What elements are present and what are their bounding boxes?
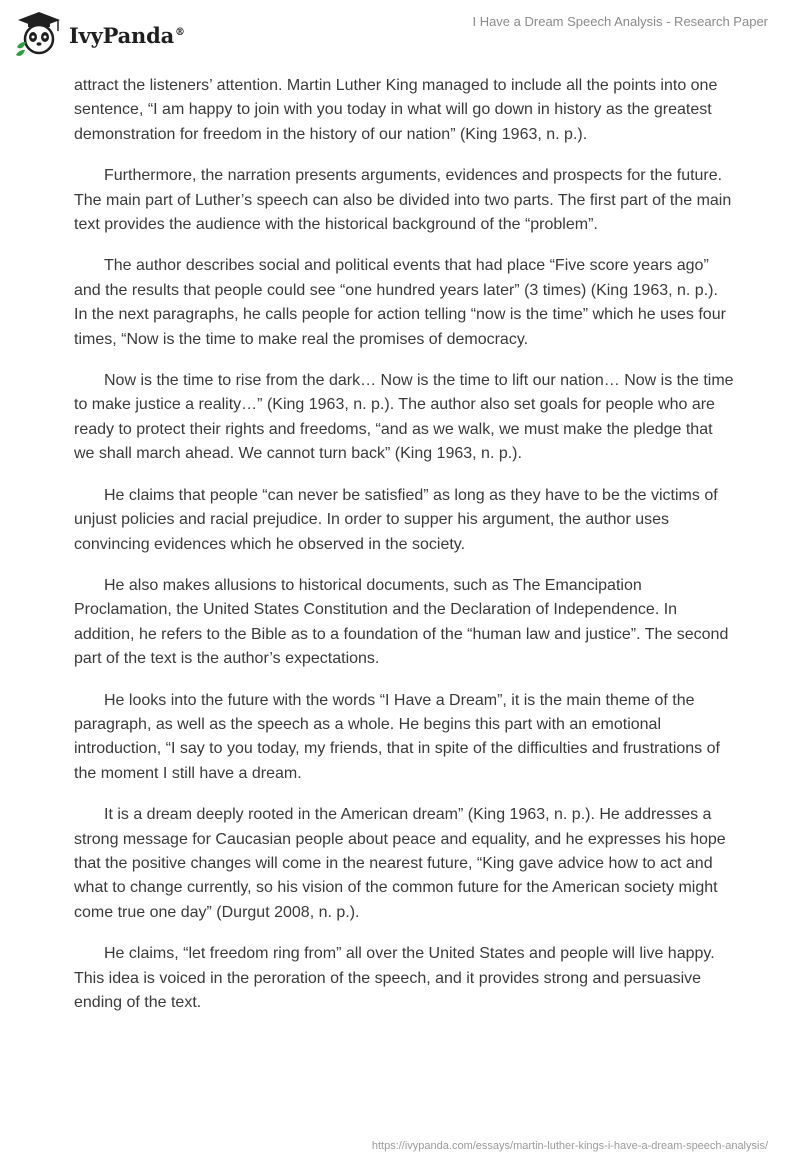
panda-graduate-icon [14,9,64,59]
paragraph: attract the listeners’ attention. Martin Luther King managed to include all the points into one sentence, “I am happy to join with you today in what will go down in history as the greatest demonstration for freedom in the history of our nation” (King 1963, n. p.). [74,77,718,143]
essay-body [74,74,734,1032]
paragraph: He claims that people “can never be satisfied” as long as they have to be the victims of unjust policies and racial prejudice. In order to supper his argument, the author uses convincing evidences which he observed in the society. [74,486,718,553]
paragraph: The author describes social and political events that had place “Five score years ago” and the results that people could see “one hundred years later” (3 times) (King 1963, n. p.). In the next paragraphs, he calls people for action telling “now is the time” which he uses four times, “Now is the time to make real the promises of democracy. [74,257,726,348]
paragraph: Furthermore, the narration presents arguments, evidences and prospects for the future. The main part of Luther’s speech can also be divided into two parts. The first part of the main text provides the audience with the historical background of the “problem”. [74,167,732,234]
logo-wordmark: IvyPanda [69,22,175,48]
paragraph: He claims, “let freedom ring from” all over the United States and people will live happy. This idea is voiced in the peroration of the speech, and it provides strong and persuasive ending of the text. [74,945,715,1011]
ivypanda-logo[interactable] [14,9,229,59]
source-url[interactable]: https://ivypanda.com/essays/martin-luther-kings-i-have-a-dream-speech-analysis/ [371,1140,768,1152]
paragraph: He looks into the future with the words “I Have a Dream”, it is the main theme of the paragraph, as well as the speech as a whole. He begins this part with an emotional introduction, “I say to you today, my friends, that in spite of the difficulties and frustrations of the moment I still have a dream. [74,691,720,782]
paragraph: It is a dream deeply rooted in the American dream” (King 1963, n. p.). He addresses a strong message for Caucasian people about peace and equality, and he expresses his hope that the positive changes will come in the nearest future, “King gave advice how to act and what to change currently, so his vision of the common future for the American society might come true one day” (Durgut 2008, n. p.). [74,806,726,921]
document-title: I Have a Dream Speech Analysis - Research Paper [472,14,768,29]
registered-mark: ® [175,26,185,38]
logo-text [69,23,185,48]
page-header [0,0,800,70]
paragraph: He also makes allusions to historical documents, such as The Emancipation Proclamation, the United States Constitution and the Declaration of Independence. In addition, he refers to the Bible as to a foundation of the “human law and justice”. The second part of the text is the author’s expectations. [74,576,729,668]
paragraph: Now is the time to rise from the dark… Now is the time to lift our nation… Now is the time to make justice a reality…” (King 1963, n. p.). The author also set goals for people who are ready to protect their rights and freedoms, “and as we walk, we must make the pledge that we shall march ahead. We cannot turn back” (King 1963, n. p.). [74,372,734,463]
